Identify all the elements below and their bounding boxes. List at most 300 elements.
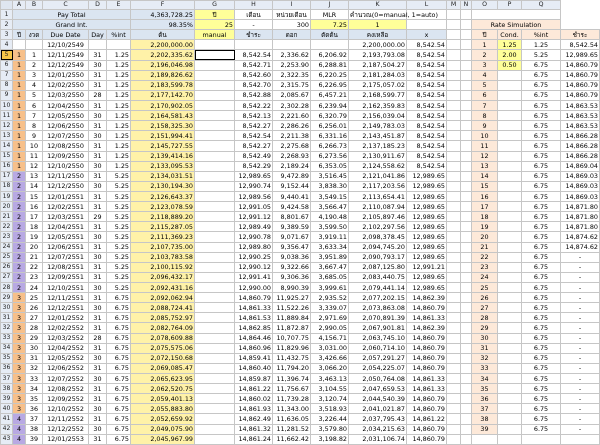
cell-x[interactable]: 12,989.65 <box>407 202 447 212</box>
cell-year[interactable]: 1 <box>13 90 26 100</box>
cell-payment[interactable]: 14,862.85 <box>235 323 273 333</box>
cell-principal-paid[interactable]: 3,685.05 <box>311 272 349 282</box>
cell-due-date[interactable]: 12/12/2550 <box>43 181 89 191</box>
cell-empty[interactable] <box>461 181 472 191</box>
col-header[interactable]: B <box>26 1 43 10</box>
sim-int[interactable]: 6.75 <box>522 353 561 363</box>
cell-empty[interactable] <box>461 353 472 363</box>
cell-x[interactable]: 14,860.79 <box>407 303 447 313</box>
cell-remaining[interactable]: 2,124,558.62 <box>349 161 407 171</box>
cell-principal[interactable]: 2,111,369.23 <box>131 232 195 242</box>
cell-year[interactable]: 3 <box>13 303 26 313</box>
sim-int[interactable]: 6.75 <box>522 191 561 201</box>
row-header[interactable]: 35 <box>1 353 13 363</box>
cell-int[interactable]: 6.75 <box>107 293 131 303</box>
row-header[interactable]: 43 <box>1 434 13 444</box>
cell-interest[interactable]: 9,389.59 <box>273 222 311 232</box>
cell-year[interactable]: 1 <box>13 101 26 111</box>
cell-payment[interactable]: 12,990.74 <box>235 181 273 191</box>
sim-cond[interactable] <box>498 303 522 313</box>
header-year[interactable]: ปี <box>13 30 26 40</box>
cell-int[interactable]: 6.75 <box>107 333 131 343</box>
cell-manual[interactable] <box>195 384 235 394</box>
sim-year[interactable]: 39 <box>472 424 498 434</box>
cell-manual[interactable] <box>195 323 235 333</box>
col-header[interactable]: Q <box>522 1 561 10</box>
sim-payment[interactable]: 14,871.80 <box>561 212 600 222</box>
cell-principal[interactable]: 2,069,085.47 <box>131 363 195 373</box>
cell-day[interactable]: 31 <box>89 141 107 151</box>
cell-manual[interactable] <box>195 202 235 212</box>
sim-payment[interactable]: 14,871.80 <box>561 202 600 212</box>
cell-remaining[interactable]: 2,063,745.10 <box>349 333 407 343</box>
sim-int[interactable]: 6.75 <box>522 252 561 262</box>
cell-principal-paid[interactable]: 6,331.16 <box>311 131 349 141</box>
cell-remaining[interactable]: 2,077,202.15 <box>349 293 407 303</box>
cell-empty[interactable] <box>461 394 472 404</box>
sim-payment[interactable]: - <box>561 404 600 414</box>
cell-remaining[interactable]: 2,094,745.20 <box>349 242 407 252</box>
sim-year[interactable]: 17 <box>472 202 498 212</box>
cell-day[interactable]: 31 <box>89 313 107 323</box>
cell-remaining[interactable]: 2,098,378.45 <box>349 232 407 242</box>
cell-manual[interactable] <box>195 80 235 90</box>
cell-year[interactable]: 3 <box>13 404 26 414</box>
sim-int[interactable]: 6.75 <box>522 60 561 70</box>
sim-year[interactable]: 21 <box>472 242 498 252</box>
cell-remaining[interactable]: 2,149,783.03 <box>349 121 407 131</box>
sim-int[interactable]: 6.75 <box>522 202 561 212</box>
row-header[interactable]: 2 <box>1 20 13 30</box>
cell-x[interactable]: 8,542.54 <box>407 101 447 111</box>
cell-payment[interactable]: 8,542.54 <box>235 131 273 141</box>
row-header[interactable]: 31 <box>1 313 13 323</box>
cell-int[interactable]: 5.25 <box>107 212 131 222</box>
mlr-value[interactable]: 7.25 <box>311 20 349 30</box>
cell-interest[interactable]: 8,801.67 <box>273 212 311 222</box>
cell-int[interactable]: 1.25 <box>107 161 131 171</box>
cell-x[interactable]: 8,542.54 <box>407 151 447 161</box>
cell-payment[interactable]: 8,542.54 <box>235 50 273 60</box>
sim-cond[interactable] <box>498 212 522 222</box>
grand-int-value[interactable]: 98.35% <box>131 20 195 30</box>
sim-cond[interactable] <box>498 80 522 90</box>
cell-remaining[interactable]: 2,156,039.04 <box>349 111 407 121</box>
cell-x[interactable]: 14,861.22 <box>407 414 447 424</box>
sim-payment[interactable]: - <box>561 353 600 363</box>
cell-due-date[interactable]: 12/04/2550 <box>43 101 89 111</box>
cell-empty[interactable] <box>461 232 472 242</box>
cell-int[interactable]: 6.75 <box>107 414 131 424</box>
sim-year[interactable]: 29 <box>472 323 498 333</box>
cell-remaining[interactable]: 2,113,654.41 <box>349 191 407 201</box>
cell-empty[interactable] <box>461 70 472 80</box>
row-header[interactable]: 11 <box>1 111 13 121</box>
cell-year[interactable]: 1 <box>13 111 26 121</box>
cell-empty[interactable] <box>447 60 461 70</box>
cell-installment[interactable]: 10 <box>26 141 43 151</box>
cell-installment[interactable]: 23 <box>26 272 43 282</box>
cell-installment[interactable]: 22 <box>26 262 43 272</box>
cell-payment[interactable]: 8,542.22 <box>235 101 273 111</box>
sim-payment[interactable]: 14,860.79 <box>561 70 600 80</box>
sim-payment[interactable]: 14,869.03 <box>561 171 600 181</box>
cell-day[interactable]: 31 <box>89 222 107 232</box>
cell-int[interactable]: 1.25 <box>107 141 131 151</box>
sim-year[interactable]: 37 <box>472 404 498 414</box>
sim-cond[interactable] <box>498 171 522 181</box>
cell-year[interactable]: 3 <box>13 333 26 343</box>
cell-day[interactable]: 31 <box>89 434 107 444</box>
cell-installment[interactable]: 33 <box>26 373 43 383</box>
sim-payment[interactable]: 14,869.03 <box>561 181 600 191</box>
sim-year[interactable]: 8 <box>472 111 498 121</box>
cell-int[interactable]: 5.25 <box>107 222 131 232</box>
cell-principal[interactable]: 2,052,659.92 <box>131 414 195 424</box>
cell-day[interactable]: 31 <box>89 121 107 131</box>
cell-principal-paid[interactable]: 3,667.47 <box>311 262 349 272</box>
col-header[interactable]: J <box>311 1 349 10</box>
sim-payment[interactable]: - <box>561 373 600 383</box>
cell-due-date[interactable]: 12/03/2550 <box>43 90 89 100</box>
cell-manual[interactable] <box>195 414 235 424</box>
sim-payment[interactable]: 14,866.28 <box>561 131 600 141</box>
cell-due-date[interactable]: 12/09/2550 <box>43 151 89 161</box>
cell-int[interactable]: 1.25 <box>107 80 131 90</box>
cell-int[interactable]: 6.75 <box>107 404 131 414</box>
row-header[interactable]: 3 <box>1 30 13 40</box>
cell-due-date[interactable]: 12/04/2552 <box>43 343 89 353</box>
sim-payment[interactable]: - <box>561 272 600 282</box>
cell-principal[interactable]: 2,189,826.62 <box>131 70 195 80</box>
sim-payment[interactable]: 14,866.28 <box>561 151 600 161</box>
cell-due-date[interactable]: 12/02/2550 <box>43 80 89 90</box>
sim-cond[interactable] <box>498 293 522 303</box>
cell-x[interactable]: 14,861.33 <box>407 384 447 394</box>
cell-principal-paid[interactable]: 3,579.80 <box>311 424 349 434</box>
cell-manual[interactable] <box>195 151 235 161</box>
col-header[interactable]: O <box>472 1 498 10</box>
sim-cond[interactable] <box>498 242 522 252</box>
cell-payment[interactable]: 12,990.25 <box>235 252 273 262</box>
cell-interest[interactable]: 10,707.75 <box>273 333 311 343</box>
cell-due-date[interactable]: 12/06/2550 <box>43 121 89 131</box>
cell-remaining[interactable]: 2,130,911.67 <box>349 151 407 161</box>
cell-empty[interactable] <box>447 394 461 404</box>
row-header[interactable]: 28 <box>1 282 13 292</box>
cell-int[interactable]: 1.25 <box>107 131 131 141</box>
cell-remaining[interactable]: 2,041,021.87 <box>349 404 407 414</box>
header-sim-int[interactable]: %int <box>522 30 561 40</box>
cell-x[interactable]: 8,542.54 <box>407 161 447 171</box>
sim-year[interactable]: 7 <box>472 101 498 111</box>
cell-principal[interactable]: 2,065,623.95 <box>131 373 195 383</box>
col-header[interactable]: D <box>89 1 107 10</box>
cell-payment[interactable]: 14,864.46 <box>235 333 273 343</box>
sim-int[interactable]: 6.75 <box>522 131 561 141</box>
cell-manual[interactable] <box>195 191 235 201</box>
sim-int[interactable]: 6.75 <box>522 272 561 282</box>
cell-installment[interactable]: 16 <box>26 202 43 212</box>
header-remaining[interactable]: คงเหลือ <box>349 30 407 40</box>
cell-empty[interactable] <box>461 363 472 373</box>
cell-x[interactable]: 14,861.33 <box>407 313 447 323</box>
row-header[interactable]: 13 <box>1 131 13 141</box>
sim-year[interactable]: 3 <box>472 60 498 70</box>
cell-remaining[interactable]: 2,162,359.83 <box>349 101 407 111</box>
cell-installment[interactable]: 7 <box>26 111 43 121</box>
cell-manual[interactable] <box>195 232 235 242</box>
cell-due-date[interactable]: 12/01/2552 <box>43 313 89 323</box>
cell-principal-paid[interactable]: 6,353.05 <box>311 161 349 171</box>
cell-payment[interactable]: 8,542.71 <box>235 60 273 70</box>
cell-day[interactable]: 30 <box>89 232 107 242</box>
cell-empty[interactable] <box>447 323 461 333</box>
cell-payment[interactable]: 12,990.00 <box>235 282 273 292</box>
header-due-date[interactable]: Due Date <box>43 30 89 40</box>
row-header[interactable]: 10 <box>1 101 13 111</box>
sim-int[interactable]: 5.25 <box>522 50 561 60</box>
cell-manual[interactable] <box>195 252 235 262</box>
sim-year[interactable]: 11 <box>472 141 498 151</box>
cell-principal-paid[interactable]: 3,516.45 <box>311 171 349 181</box>
cell-interest[interactable]: 11,925.27 <box>273 293 311 303</box>
cell-principal[interactable]: 2,055,883.80 <box>131 404 195 414</box>
cell-manual[interactable] <box>195 242 235 252</box>
cell-empty[interactable] <box>447 121 461 131</box>
cell-remaining[interactable]: 2,087,125.80 <box>349 262 407 272</box>
cell-principal-paid[interactable]: 3,549.15 <box>311 191 349 201</box>
cell-x[interactable]: 14,862.39 <box>407 323 447 333</box>
cell-x[interactable]: 14,860.79 <box>407 343 447 353</box>
cell-installment[interactable]: 18 <box>26 222 43 232</box>
cell-installment[interactable]: 14 <box>26 181 43 191</box>
cell-empty[interactable] <box>447 111 461 121</box>
cell-due-date[interactable]: 12/06/2552 <box>43 363 89 373</box>
cell-payment[interactable]: 12,990.12 <box>235 262 273 272</box>
cell-year[interactable]: 1 <box>13 60 26 70</box>
sim-payment[interactable]: 14,874.62 <box>561 232 600 242</box>
row-header[interactable]: 1 <box>1 10 13 20</box>
cell-payment[interactable]: 14,861.24 <box>235 434 273 444</box>
cell-interest[interactable]: 2,286.26 <box>273 121 311 131</box>
sim-cond[interactable] <box>498 202 522 212</box>
cell-manual[interactable] <box>195 141 235 151</box>
cell-principal[interactable]: 2,130,194.30 <box>131 181 195 191</box>
cell-principal[interactable]: 2,196,046.98 <box>131 60 195 70</box>
cell-x[interactable]: 12,989.65 <box>407 272 447 282</box>
sim-cond[interactable] <box>498 373 522 383</box>
sim-cond[interactable] <box>498 222 522 232</box>
cell-empty[interactable] <box>447 70 461 80</box>
cell-empty[interactable] <box>461 343 472 353</box>
cell-installment[interactable]: 1 <box>26 50 43 60</box>
cell-principal-paid[interactable]: 6,206.92 <box>311 50 349 60</box>
sim-int[interactable]: 6.75 <box>522 171 561 181</box>
cell-remaining[interactable]: 2,031,106.74 <box>349 434 407 444</box>
sim-cond[interactable]: 2.00 <box>498 50 522 60</box>
sim-int[interactable]: 6.75 <box>522 363 561 373</box>
cell-installment[interactable]: 3 <box>26 70 43 80</box>
cell-empty[interactable] <box>447 353 461 363</box>
sim-payment[interactable]: - <box>561 303 600 313</box>
cell-int[interactable]: 5.25 <box>107 272 131 282</box>
sim-int[interactable]: 6.75 <box>522 313 561 323</box>
cell-installment[interactable]: 19 <box>26 232 43 242</box>
cell-interest[interactable]: 11,522.26 <box>273 303 311 313</box>
cell-payment[interactable]: 12,989.80 <box>235 242 273 252</box>
cell-remaining[interactable]: 2,181,284.03 <box>349 70 407 80</box>
cell-year[interactable]: 2 <box>13 232 26 242</box>
cell-day[interactable]: 30 <box>89 131 107 141</box>
cell-interest[interactable]: 2,315.75 <box>273 80 311 90</box>
cell-day[interactable]: 31 <box>89 171 107 181</box>
cell-empty[interactable] <box>461 262 472 272</box>
cell-x[interactable]: 8,542.54 <box>407 80 447 90</box>
cell-principal-paid[interactable]: 3,633.34 <box>311 242 349 252</box>
cell-interest[interactable]: 2,336.62 <box>273 50 311 60</box>
pay-total-value[interactable]: 4,363,728.25 <box>131 10 195 20</box>
cell-x[interactable]: 14,861.33 <box>407 373 447 383</box>
sim-year[interactable]: 5 <box>472 80 498 90</box>
cell-day[interactable]: 30 <box>89 353 107 363</box>
cell-day[interactable]: 31 <box>89 101 107 111</box>
cell-due-date[interactable]: 12/06/2551 <box>43 242 89 252</box>
cell-principal[interactable]: 2,103,783.58 <box>131 252 195 262</box>
col-header[interactable]: N <box>461 1 472 10</box>
cell-x[interactable]: 14,860.79 <box>407 434 447 444</box>
header-sim-payment[interactable]: ชำระ <box>561 30 600 40</box>
cell-principal-paid[interactable]: 6,220.25 <box>311 70 349 80</box>
cell-principal-paid[interactable]: 6,457.21 <box>311 90 349 100</box>
cell-day[interactable]: 30 <box>89 111 107 121</box>
cell-remaining[interactable]: 2,054,225.07 <box>349 363 407 373</box>
sim-cond[interactable] <box>498 131 522 141</box>
cell-due-date[interactable]: 12/11/2549 <box>43 50 89 60</box>
sim-payment[interactable]: 14,871.80 <box>561 222 600 232</box>
sim-int[interactable]: 6.75 <box>522 70 561 80</box>
cell-int[interactable]: 5.25 <box>107 202 131 212</box>
cell-int[interactable]: 5.25 <box>107 252 131 262</box>
cell-remaining[interactable]: 2,137,185.23 <box>349 141 407 151</box>
cell-empty[interactable] <box>461 404 472 414</box>
cell-principal[interactable]: 2,164,581.43 <box>131 111 195 121</box>
cell-year[interactable]: 2 <box>13 252 26 262</box>
sim-payment[interactable]: - <box>561 293 600 303</box>
cell-installment[interactable]: 17 <box>26 212 43 222</box>
cell-installment[interactable]: 32 <box>26 363 43 373</box>
sim-cond[interactable] <box>498 111 522 121</box>
mlr-label[interactable]: MLR <box>311 10 349 20</box>
cell-empty[interactable] <box>447 343 461 353</box>
cell-empty[interactable] <box>447 171 461 181</box>
cell-int[interactable]: 5.25 <box>107 181 131 191</box>
sim-year[interactable]: 35 <box>472 384 498 394</box>
cell-year[interactable]: 3 <box>13 363 26 373</box>
sim-int[interactable]: 6.75 <box>522 373 561 383</box>
cell-year[interactable]: 1 <box>13 50 26 60</box>
cell-empty[interactable] <box>461 50 472 60</box>
cell-empty[interactable] <box>447 181 461 191</box>
cell-x[interactable]: 12,989.65 <box>407 242 447 252</box>
cell-remaining[interactable]: 2,105,897.46 <box>349 212 407 222</box>
cell-installment[interactable]: 25 <box>26 293 43 303</box>
header-payment[interactable]: ชำระ <box>235 30 273 40</box>
sim-int[interactable]: 6.75 <box>522 121 561 131</box>
row-header[interactable]: 17 <box>1 171 13 181</box>
cell-empty[interactable] <box>447 373 461 383</box>
cell-int[interactable]: 1.25 <box>107 90 131 100</box>
cell-remaining[interactable]: 2,067,901.81 <box>349 323 407 333</box>
cell-interest[interactable]: 9,152.44 <box>273 181 311 191</box>
cell-installment[interactable]: 2 <box>26 60 43 70</box>
sim-payment[interactable]: - <box>561 424 600 434</box>
cell-due-date[interactable]: 12/01/2550 <box>43 70 89 80</box>
cell-principal-paid[interactable]: 3,463.13 <box>311 373 349 383</box>
row-header[interactable]: 36 <box>1 363 13 373</box>
cell-due-date[interactable]: 12/03/2552 <box>43 333 89 343</box>
cell-empty[interactable] <box>447 363 461 373</box>
col-header[interactable]: H <box>235 1 273 10</box>
sim-payment[interactable]: 14,863.53 <box>561 101 600 111</box>
row-header[interactable]: 16 <box>1 161 13 171</box>
cell-interest[interactable]: 11,281.52 <box>273 424 311 434</box>
cell-empty[interactable] <box>461 161 472 171</box>
sim-int[interactable]: 6.75 <box>522 151 561 161</box>
cell-int[interactable]: 6.75 <box>107 384 131 394</box>
cell-year[interactable]: 2 <box>13 222 26 232</box>
cell-empty[interactable] <box>461 131 472 141</box>
start-remaining[interactable]: 2,200,000.00 <box>349 40 407 50</box>
cell-interest[interactable]: 9,038.36 <box>273 252 311 262</box>
cell-installment[interactable]: 35 <box>26 394 43 404</box>
cell-x[interactable]: 14,860.79 <box>407 353 447 363</box>
cell-principal-paid[interactable]: 6,239.94 <box>311 101 349 111</box>
sim-int[interactable]: 6.75 <box>522 181 561 191</box>
cell-int[interactable]: 1.25 <box>107 151 131 161</box>
cell-empty[interactable] <box>447 202 461 212</box>
col-header[interactable]: E <box>107 1 131 10</box>
cell-installment[interactable]: 8 <box>26 121 43 131</box>
sim-year[interactable]: 38 <box>472 414 498 424</box>
sim-year[interactable]: 27 <box>472 303 498 313</box>
cell-principal-paid[interactable]: 3,999.61 <box>311 282 349 292</box>
sim-payment[interactable]: 12,989.65 <box>561 50 600 60</box>
cell-principal-paid[interactable]: 3,104.55 <box>311 384 349 394</box>
cell-installment[interactable]: 26 <box>26 303 43 313</box>
cell-manual[interactable] <box>195 373 235 383</box>
cell-due-date[interactable]: 12/07/2550 <box>43 131 89 141</box>
cell-year[interactable]: 2 <box>13 171 26 181</box>
sim-year[interactable]: 9 <box>472 121 498 131</box>
sim-payment[interactable]: - <box>561 252 600 262</box>
row-header[interactable]: 42 <box>1 424 13 434</box>
sim-cond[interactable] <box>498 90 522 100</box>
cell-principal-paid[interactable]: 3,518.93 <box>311 404 349 414</box>
cell-int[interactable]: 6.75 <box>107 363 131 373</box>
cell-installment[interactable]: 34 <box>26 384 43 394</box>
cell-day[interactable]: 31 <box>89 293 107 303</box>
cell-x[interactable]: 12,989.65 <box>407 212 447 222</box>
cell-manual[interactable] <box>195 434 235 444</box>
cell-empty[interactable] <box>461 373 472 383</box>
cell-manual[interactable] <box>195 262 235 272</box>
cell-remaining[interactable]: 2,168,599.77 <box>349 90 407 100</box>
sim-cond[interactable] <box>498 161 522 171</box>
row-header[interactable]: 12 <box>1 121 13 131</box>
cell-year[interactable]: 4 <box>13 424 26 434</box>
row-header[interactable]: 22 <box>1 222 13 232</box>
